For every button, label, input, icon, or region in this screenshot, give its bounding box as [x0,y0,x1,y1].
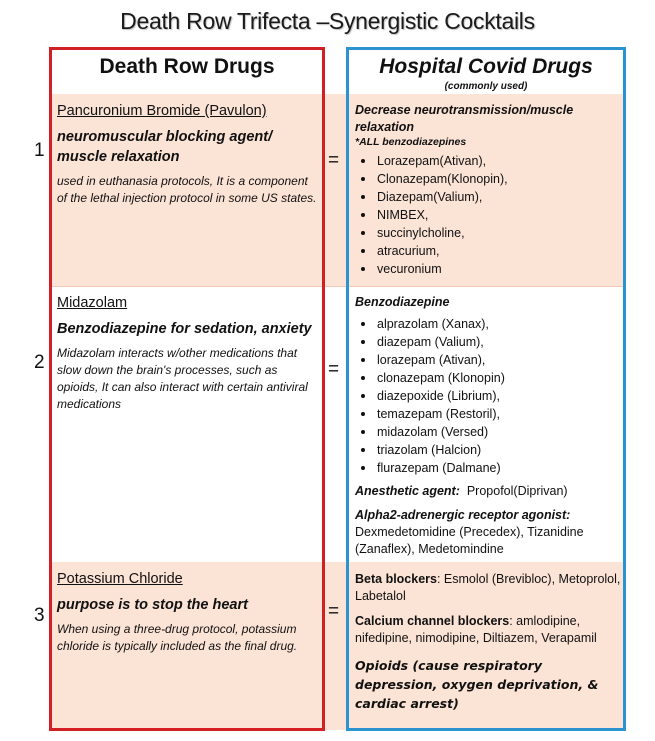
anesthetic-agent-label: Anesthetic agent: [355,484,460,498]
list-item: temazepam (Restoril), [377,405,623,423]
drug-name: Potassium Chloride [57,571,183,587]
drug-class: neuromuscular blocking agent/ muscle relaxation [57,129,273,165]
drug-name: Pancuronium Bromide (Pavulon) [57,103,267,119]
list-item: succinylcholine, [377,224,623,242]
list-item: Lorazepam(Ativan), [377,152,623,170]
list-item: alprazolam (Xanax), [377,315,623,333]
drug-group-heading: Benzodiazepine [355,295,450,309]
row-1-death-row-cell [57,103,319,207]
equals-sign-3: = [328,601,340,622]
hospital-header: Hospital Covid Drugs [379,55,593,78]
drug-description: Midazolam interacts w/other medications that slow down the brain's processes, such as opioids, It can also interact with certain antiviral medications [57,346,308,411]
death-row-header: Death Row Drugs [99,55,275,78]
row-1-hospital-cell [355,102,623,278]
calcium-channel-blockers-value: : amlodipine, nifedipine, nimodipine, Diltiazem, Verapamil [355,614,597,645]
list-item: triazolam (Halcion) [377,441,623,459]
list-item: flurazepam (Dalmane) [377,459,623,477]
row-number-3: 3 [34,605,45,626]
alpha2-agonist-label: Alpha2-adrenergic receptor agonist: [355,508,571,522]
list-item: vecuronium [377,260,623,278]
list-item: diazepoxide (Librium), [377,387,623,405]
equals-gap-mask [325,47,346,94]
drug-group-note: *ALL benzodiazepines [355,136,467,148]
anesthetic-agent-line [355,483,623,500]
calcium-channel-blockers-block [355,613,623,647]
list-item: Clonazepam(Klonopin), [377,170,623,188]
equals-sign-1: = [328,150,340,171]
calcium-channel-blockers-label: Calcium channel blockers [355,614,510,628]
beta-blockers-block [355,571,623,605]
list-item: Diazepam(Valium), [377,188,623,206]
opioids-note: Opioids (cause respiratory depression, oxygen deprivation, & cardiac arrest) [355,658,599,711]
drug-description: When using a three-drug protocol, potassium chloride is typically included as the final drug. [57,622,298,653]
page-title: Death Row Trifecta –Synergistic Cocktails [120,8,535,34]
list-item: NIMBEX, [377,206,623,224]
row-number-2: 2 [34,352,45,373]
alpha2-agonist-value: Dexmedetomidine (Precedex), Tizanidine (Zanaflex), Medetomindine [355,525,584,556]
row-number-1: 1 [34,140,45,161]
drug-description: used in euthanasia protocols, It is a component of the lethal injection protocol in some US states. [57,174,317,205]
drug-class: Benzodiazepine for sedation, anxiety [57,321,312,337]
list-item: atracurium, [377,242,623,260]
alpha2-agonist-block [355,507,623,558]
drug-list [355,315,623,477]
drug-group-heading: Decrease neurotransmission/muscle relaxation [355,103,574,134]
row-2-death-row-cell [57,295,319,413]
drug-list [355,152,623,278]
drug-name: Midazolam [57,295,128,311]
hospital-header-subtitle: (commonly used) [444,81,528,92]
list-item: lorazepam (Ativan), [377,351,623,369]
list-item: diazepam (Valium), [377,333,623,351]
beta-blockers-label: Beta blockers [355,572,437,586]
row-3-hospital-cell [355,571,623,713]
anesthetic-agent-value: Propofol(Diprivan) [466,484,568,498]
list-item: clonazepam (Klonopin) [377,369,623,387]
equals-sign-2: = [328,359,340,380]
row-3-death-row-cell [57,571,319,655]
beta-blockers-value: : Esmolol (Brevibloc), Metoprolol, Labetalol [355,572,621,603]
list-item: midazolam (Versed) [377,423,623,441]
row-2-hospital-cell [355,294,623,558]
drug-class: purpose is to stop the heart [57,597,248,613]
